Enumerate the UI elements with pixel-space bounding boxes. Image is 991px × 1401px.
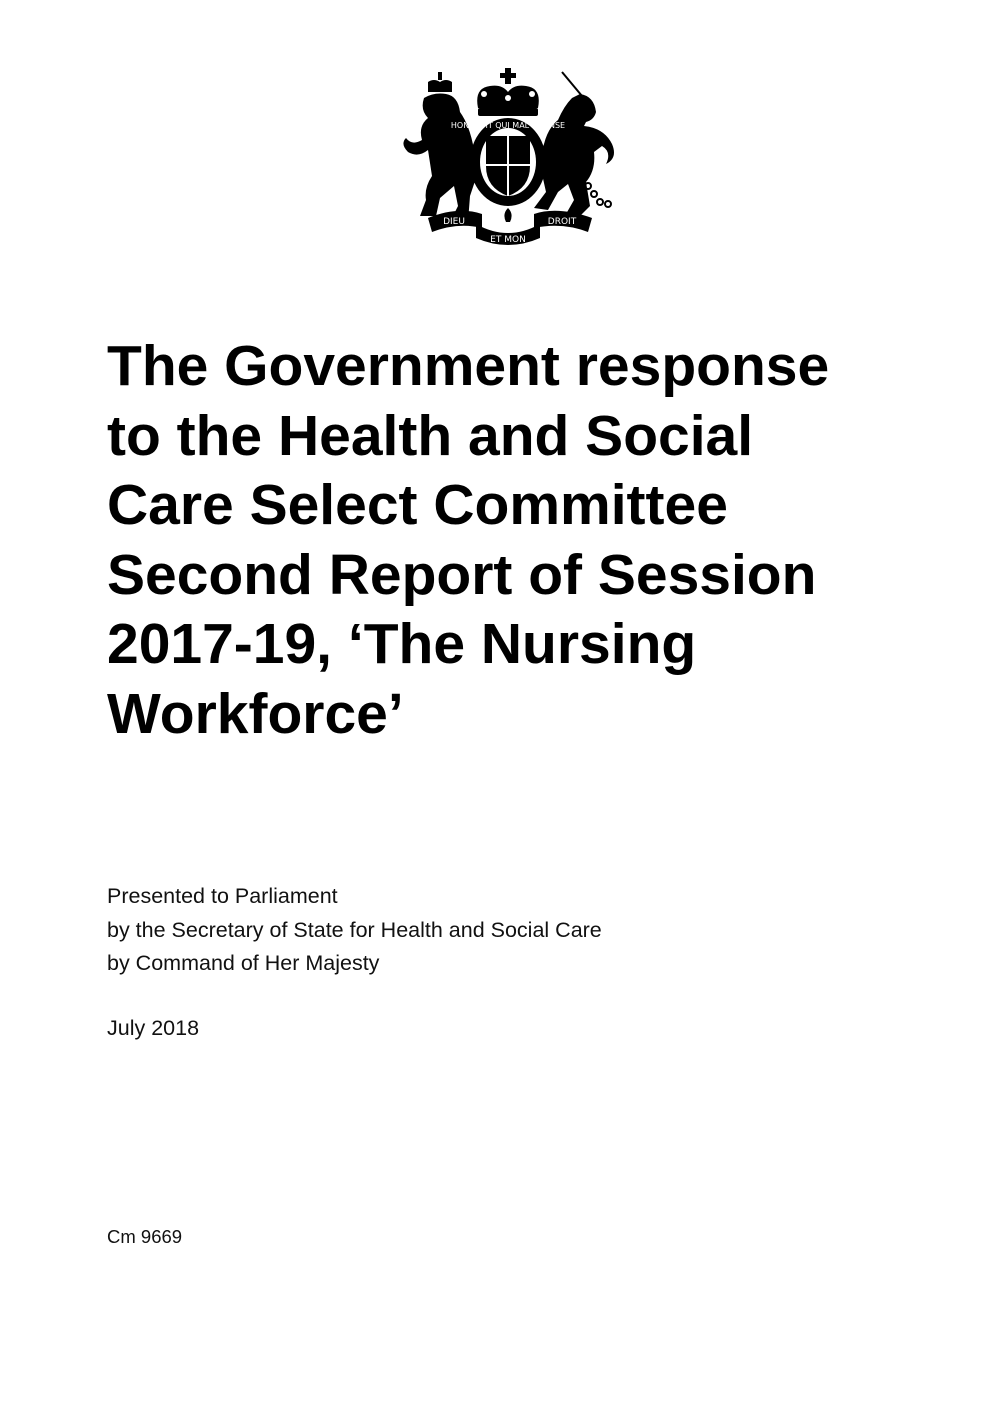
motto-scroll-icon [428,208,592,245]
title-line: 2017-19, ‘The Nursing [107,612,697,676]
svg-text:DROIT: DROIT [547,217,577,227]
publication-date: July 2018 [107,1016,200,1040]
unicorn-supporter-icon [534,72,614,216]
lion-supporter-icon [403,94,476,223]
presentation-statement [107,880,602,981]
presented-line: by the Secretary of State for Health and Social Care [107,917,602,942]
command-number: Cm 9669 [107,1226,183,1247]
title-line: to the Health and Social [107,403,754,468]
royal-coat-of-arms-icon [398,66,622,246]
lion-crown-icon [428,72,452,92]
presented-line: by Command of Her Majesty [107,951,380,975]
title-line: Care Select Committee [107,473,728,537]
crown-icon [477,68,539,116]
garter-motto: HONI SOIT QUI MAL Y PENSE [450,121,566,130]
document-title [107,332,927,749]
title-line: Second Report of Session [107,542,817,607]
title-line: The Government response [107,334,830,398]
title-line: Workforce’ [107,681,404,746]
svg-text:DIEU: DIEU [443,217,465,227]
presented-line: Presented to Parliament [107,884,338,908]
svg-text:ET MON: ET MON [490,235,526,245]
